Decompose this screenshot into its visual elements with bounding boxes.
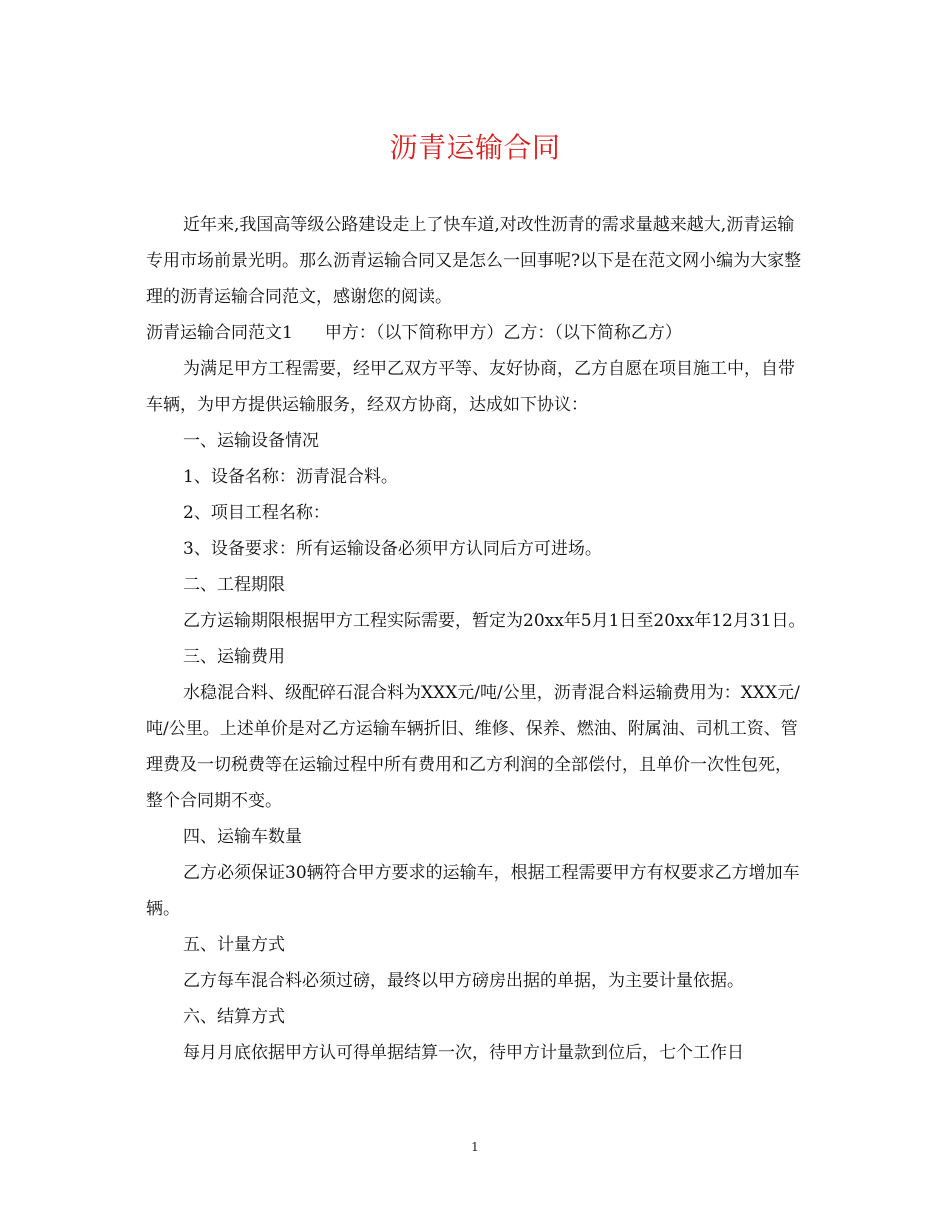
equipment-requirement-item: 3、设备要求：所有运输设备必须甲方认同后方可进场。 — [183, 539, 602, 559]
measurement-paragraph: 乙方每车混合料必须过磅，最终以甲方磅房出据的单据，为主要计量依据。 — [183, 971, 744, 991]
document-title: 沥青运输合同 — [389, 131, 561, 164]
document-body — [146, 207, 808, 1071]
sample-title: 沥青运输合同范文1 — [146, 323, 293, 343]
cost-paragraph: 水稳混合料、级配碎石混合料为XXX元/吨/公里，沥青混合料运输费用为：XXX元/吨/公里。上述单价是对乙方运输车辆折旧、维修、保养、燃油、附属油、司机工资、管理费及一切税费等在运输过程中所有费用和乙方利润的全部偿付，且单价一次性包死，整个合同期不变。 — [146, 683, 800, 811]
section-heading-period: 二、工程期限 — [183, 575, 285, 595]
section-heading-settlement: 六、结算方式 — [183, 1007, 285, 1027]
settlement-paragraph: 每月月底依据甲方认可得单据结算一次，待甲方计量款到位后，七个工作日 — [183, 1043, 744, 1063]
party-definition: 甲方：（以下简称甲方）乙方：（以下简称乙方） — [324, 323, 682, 343]
contract-sample-heading-line — [146, 315, 808, 351]
section-heading-cost: 三、运输费用 — [183, 647, 285, 667]
section-heading-measurement: 五、计量方式 — [183, 935, 285, 955]
section-heading-equipment: 一、运输设备情况 — [183, 431, 319, 451]
equipment-name-item: 1、设备名称：沥青混合料。 — [183, 467, 398, 487]
intro-paragraph: 近年来,我国高等级公路建设走上了快车道,对改性沥青的需求量越来越大,沥青运输专用市场前景光明。那么沥青运输合同又是怎么一回事呢?以下是在范文网小编为大家整理的沥青运输合同范文，感谢您的阅读。 — [146, 215, 802, 307]
vehicle-count-paragraph: 乙方必须保证30辆符合甲方要求的运输车，根据工程需要甲方有权要求乙方增加车辆。 — [146, 863, 800, 919]
page-number: 1 — [471, 1140, 479, 1154]
section-heading-vehicle-count: 四、运输车数量 — [183, 827, 302, 847]
period-paragraph: 乙方运输期限根据甲方工程实际需要，暂定为20xx年5月1日至20xx年12月31日。 — [183, 611, 806, 631]
project-name-item: 2、项目工程名称： — [183, 503, 330, 523]
agreement-paragraph: 为满足甲方工程需要，经甲乙双方平等、友好协商，乙方自愿在项目施工中，自带车辆，为甲方提供运输服务，经双方协商，达成如下协议： — [146, 359, 795, 415]
